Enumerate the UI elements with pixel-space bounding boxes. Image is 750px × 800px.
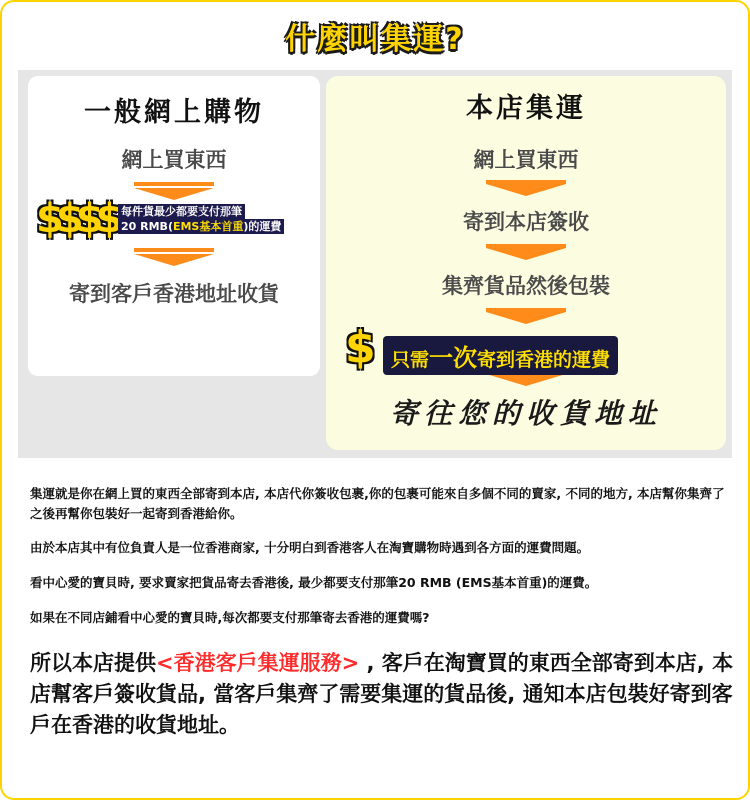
arrow-bar <box>134 182 214 186</box>
single-fee-dollar-icon: $ <box>345 322 376 373</box>
down-arrow-icon <box>486 312 566 324</box>
multiple-fees-dollar-icon: $$$$ <box>36 196 116 242</box>
closing-statement: 所以本店提供<香港客戶集運服務> , 客戶在淘寶買的東西全部寄到本店, 本店幫客戶簽收貨品, 當客戶集齊了需要集運的貨品後, 通知本店包裝好寄到客戶在香港的收貨地址。 <box>30 651 734 737</box>
normal-shopping-heading: 一般網上購物 <box>84 97 264 128</box>
fee-note <box>118 204 318 234</box>
page-title: 什麼叫集運? <box>285 22 465 57</box>
consolidation-step-pack: 集齊貨品然後包裝 <box>442 274 610 298</box>
fee-note-line2: 20 RMB(EMS基本首重)的運費 <box>118 219 284 234</box>
arrow-bar <box>134 248 214 252</box>
consolidation-heading: 本店集運 <box>466 93 586 124</box>
title-bar <box>0 14 750 58</box>
normal-step-deliver-hk: 寄到客戶香港地址收貨 <box>69 282 279 306</box>
paragraph-owner: 由於本店其中有位負責人是一位香港商家, 十分明白到香港客人在淘寶購物時遇到各方面的運費問題。 <box>30 540 590 555</box>
paragraph-intro: 集運就是你在網上買的東西全部寄到本店, 本店代你簽收包裹,你的包裹可能來自多個不同的賣家, 不同的地方, 本店幫你集齊了之後再幫你包裝好一起寄到香港給你。 <box>30 486 725 521</box>
consolidation-step-receive: 寄到本店簽收 <box>463 210 589 234</box>
down-arrow-icon <box>134 254 214 266</box>
consolidation-step-buy-online: 網上買東西 <box>473 148 579 172</box>
banner-emphasis: 一次 <box>429 344 478 372</box>
fee-note-highlight: EMS基本首重 <box>172 220 244 233</box>
down-arrow-icon <box>134 188 214 200</box>
normal-step-buy-online: 網上買東西 <box>121 148 227 172</box>
paragraph-fee: 看中心愛的寶貝時, 要求賣家把貨品寄去香港後, 最少都要支付那筆20 RMB (EMS基本首重)的運費。 <box>30 575 598 590</box>
down-arrow-icon <box>486 184 566 196</box>
final-step-ship-to-address: 寄往您的收貨地址 <box>389 397 662 430</box>
down-arrow-icon <box>486 374 566 386</box>
paragraph-question: 如果在不同店鋪看中心愛的寶貝時,每次都要支付那筆寄去香港的運費嗎? <box>30 610 430 625</box>
down-arrow-icon <box>486 248 566 260</box>
service-name-highlight: <香港客戶集運服務> <box>156 651 360 675</box>
one-shipping-fee-banner: 只需一次寄到香港的運費 <box>383 336 618 375</box>
fee-note-line1: 每件貨最少都要支付那筆 <box>118 204 245 219</box>
